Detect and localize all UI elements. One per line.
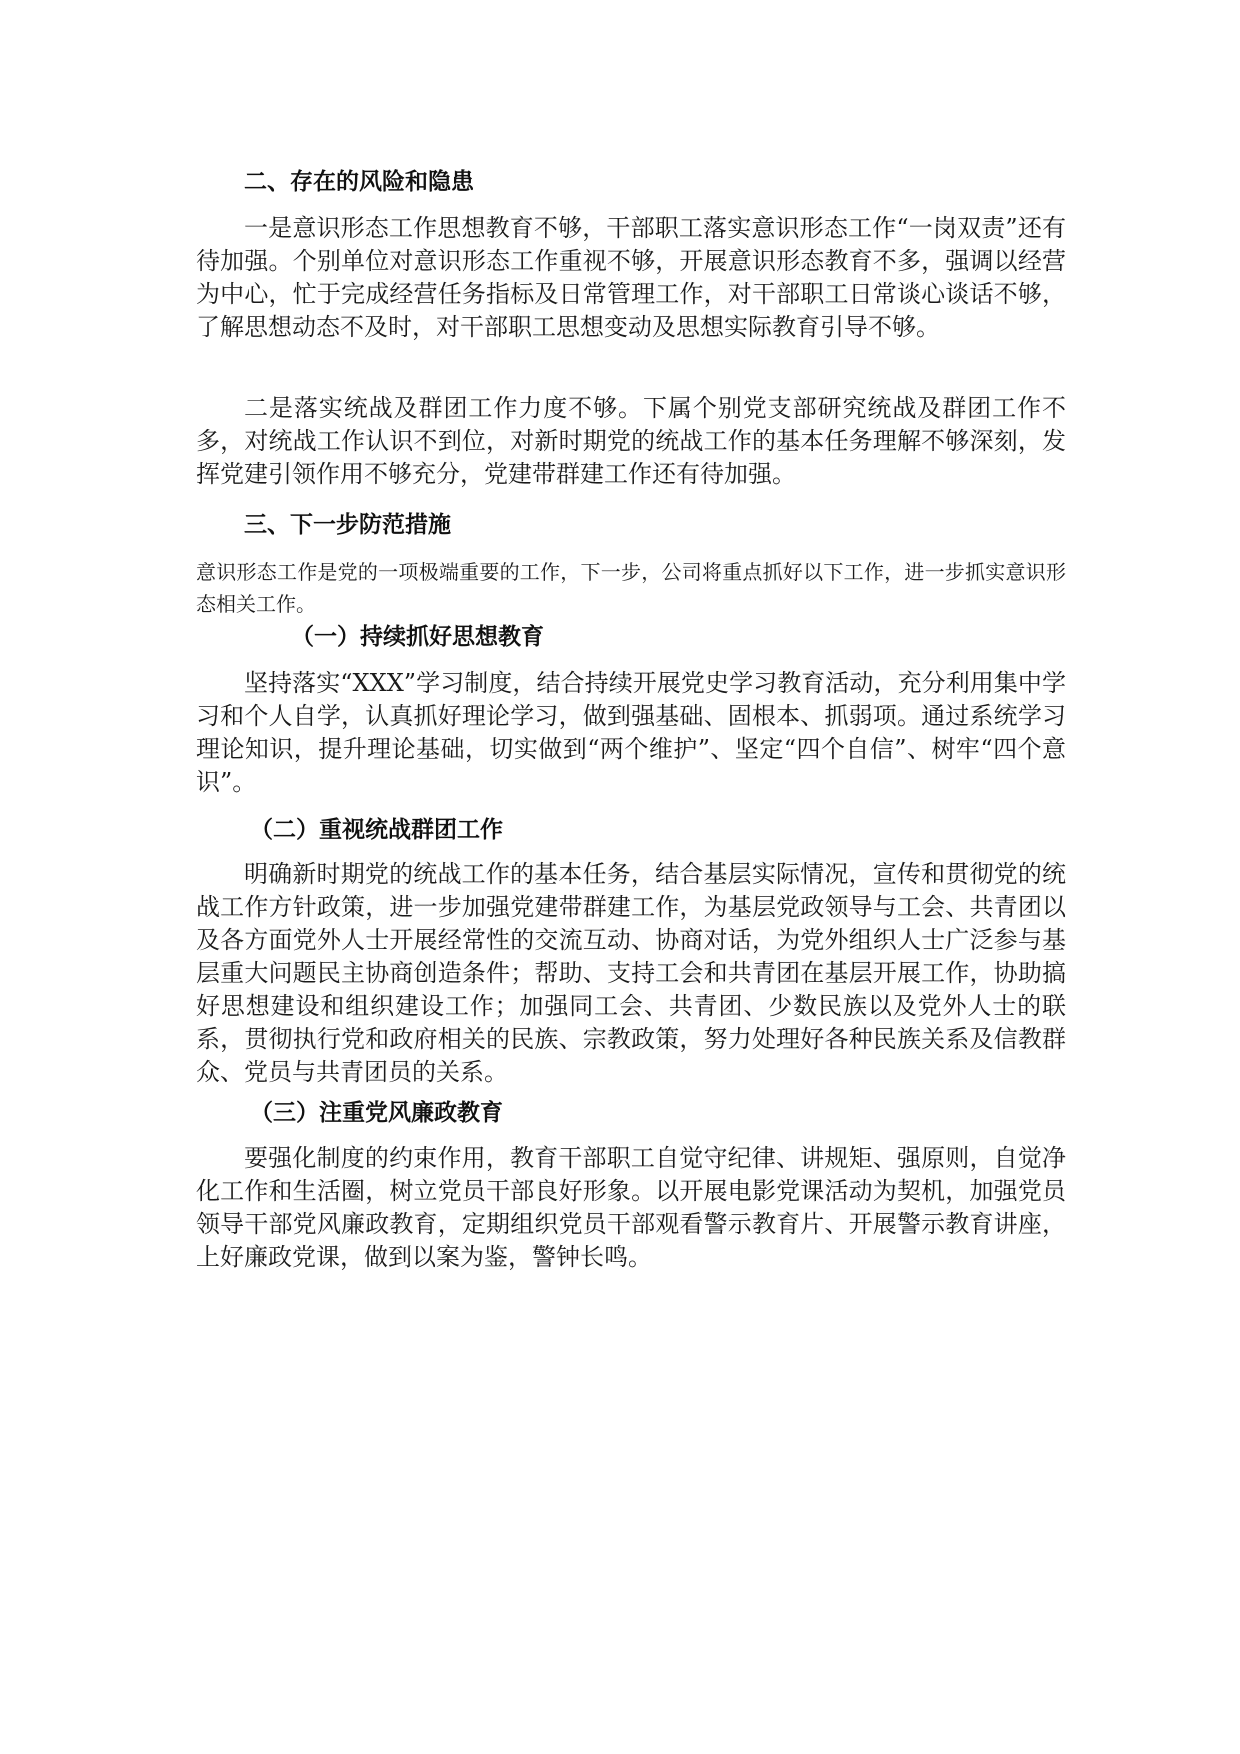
subsection-heading-united-front: （二）重视统战群团工作 (250, 817, 503, 843)
paragraph-measures-intro: 意识形态工作是党的一项极端重要的工作，下一步，公司将重点抓好以下工作，进一步抓实意识形态相关工作。 (196, 560, 1066, 616)
paragraph-ideological-education: 坚持落实“XXX”学习制度，结合持续开展党史学习教育活动，充分利用集中学习和个人自学，认真抓好理论学习，做到强基础、固根本、抓弱项。通过系统学习理论知识，提升理论基础，切实做到“两个维护”、坚定“四个自信”、树牢“四个意识”。 (196, 669, 1066, 796)
paragraph-risk-united-front: 二是落实统战及群团工作力度不够。下属个别党支部研究统战及群团工作不多，对统战工作认识不到位，对新时期党的统战工作的基本任务理解不够深刻，发挥党建引领作用不够充分，党建带群建工作还有待加强。 (196, 394, 1066, 488)
subsection-heading-integrity-education: （三）注重党风廉政教育 (250, 1100, 503, 1126)
paragraph-risk-ideology: 一是意识形态工作思想教育不够，干部职工落实意识形态工作“一岗双责”还有待加强。个别单位对意识形态工作重视不够，开展意识形态教育不多，强调以经营为中心，忙于完成经营任务指标及日常管理工作，对干部职工日常谈心谈话不够，了解思想动态不及时，对干部职工思想变动及思想实际教育引导不够。 (196, 214, 1066, 341)
section-heading-measures: 三、下一步防范措施 (244, 512, 451, 538)
subsection-heading-ideological-education: （一）持续抓好思想教育 (291, 624, 544, 650)
paragraph-integrity-education: 要强化制度的约束作用，教育干部职工自觉守纪律、讲规矩、强原则，自觉净化工作和生活圈，树立党员干部良好形象。以开展电影党课活动为契机，加强党员领导干部党风廉政教育，定期组织党员干部观看警示教育片、开展警示教育讲座，上好廉政党课，做到以案为鉴，警钟长鸣。 (196, 1144, 1066, 1271)
section-heading-risks: 二、存在的风险和隐患 (244, 169, 474, 195)
paragraph-united-front: 明确新时期党的统战工作的基本任务，结合基层实际情况，宣传和贯彻党的统战工作方针政策，进一步加强党建带群建工作，为基层党政领导与工会、共青团以及各方面党外人士开展经常性的交流互动、协商对话，为党外组织人士广泛参与基层重大问题民主协商创造条件；帮助、支持工会和共青团在基层开展工作，协助搞好思想建设和组织建设工作；加强同工会、共青团、少数民族以及党外人士的联系，贯彻执行党和政府相关的民族、宗教政策，努力处理好各种民族关系及信教群众、党员与共青团员的关系。 (196, 860, 1066, 1086)
